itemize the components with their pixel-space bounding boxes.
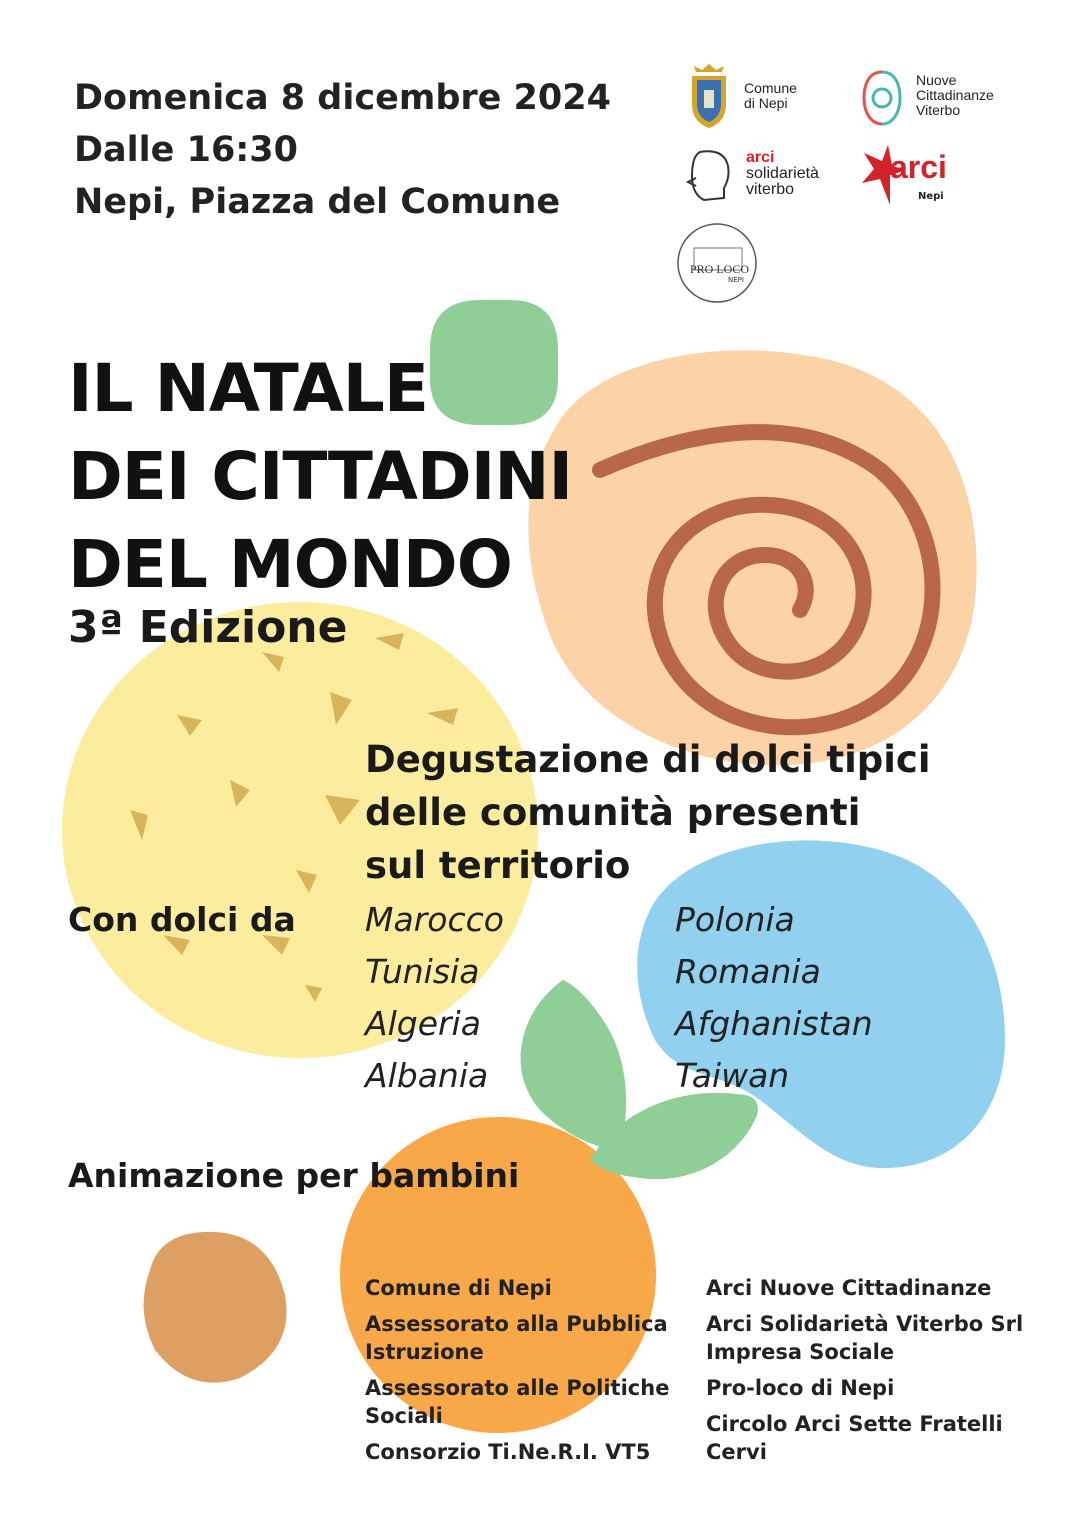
comune-logo-line2: di Nepi: [744, 95, 788, 111]
tasting-description: [365, 733, 931, 892]
tasting-line-2: delle comunità presenti: [365, 791, 861, 834]
proloco-text: PRO LOCO: [690, 262, 750, 276]
edition-label: 3ª Edizione: [68, 602, 348, 653]
tasting-line-1: Degustazione di dolci tipici: [365, 738, 931, 781]
logo-arci-nepi: [860, 143, 960, 207]
country-item: Albania: [365, 1056, 489, 1095]
event-place: Nepi, Piazza del Comune: [74, 182, 561, 222]
main-title: [68, 345, 572, 609]
title-line-2: DEI CITTADINI: [68, 438, 573, 515]
countries-left-list: [365, 894, 504, 1102]
nc-logo-line3: Viterbo: [916, 102, 961, 118]
country-item: Taiwan: [675, 1056, 790, 1095]
sponsor-item: Arci Solidarietà Viterbo Srl Impresa Sociale: [706, 1312, 1024, 1364]
nc-logo-line1: Nuove: [916, 72, 957, 88]
title-line-1: IL NATALE: [68, 350, 428, 427]
sponsor-item: Assessorato alle Politiche Sociali: [365, 1376, 670, 1428]
logo-nuove-cittadinanze: [860, 68, 1020, 128]
arci-nepi-sub: Nepi: [918, 191, 944, 202]
sponsor-item: Comune di Nepi: [365, 1276, 552, 1300]
logo-arci-solidarieta: [686, 148, 846, 204]
title-line-3: DEL MONDO: [68, 526, 512, 603]
sponsor-item: Pro-loco di Nepi: [706, 1376, 895, 1400]
countries-right-list: [675, 894, 873, 1102]
arci-face-icon: [686, 148, 734, 204]
tan-rounded-shape: [144, 1232, 287, 1383]
country-item: Tunisia: [365, 952, 480, 991]
sponsor-item: Circolo Arci Sette Fratelli Cervi: [706, 1412, 1003, 1464]
logo-proloco: [676, 222, 758, 304]
sponsor-item: Assessorato alla Pubblica Istruzione: [365, 1312, 668, 1364]
country-item: Afghanistan: [675, 1004, 873, 1043]
event-time: Dalle 16:30: [74, 130, 298, 170]
arci-sol-line1: arci: [746, 149, 775, 166]
proloco-sub: NEPI: [728, 276, 744, 284]
sponsors-left-list: [365, 1274, 685, 1474]
sponsor-item: Arci Nuove Cittadinanze: [706, 1276, 992, 1300]
country-item: Romania: [675, 952, 821, 991]
logo-comune-nepi: [686, 64, 816, 130]
event-info: [74, 72, 611, 228]
country-item: Polonia: [675, 900, 795, 939]
tasting-line-3: sul territorio: [365, 844, 631, 887]
arci-brand: arci: [890, 149, 947, 185]
arci-sol-line2: solidarietà: [746, 165, 819, 182]
event-date: Domenica 8 dicembre 2024: [74, 78, 611, 118]
nc-logo-line2: Cittadinanze: [916, 87, 994, 103]
nuove-cittadinanze-mark-icon: [860, 68, 904, 128]
country-item: Marocco: [365, 900, 504, 939]
coat-of-arms-icon: [686, 64, 732, 130]
sponsor-item: Consorzio Ti.Ne.R.I. VT5: [365, 1440, 651, 1464]
arci-sol-line3: viterbo: [746, 181, 795, 198]
sweets-label: Con dolci da: [68, 900, 296, 939]
country-item: Algeria: [365, 1004, 481, 1043]
sponsors-right-list: [706, 1274, 1036, 1474]
kids-animation: Animazione per bambini: [68, 1156, 520, 1195]
comune-logo-line1: Comune: [744, 80, 797, 96]
